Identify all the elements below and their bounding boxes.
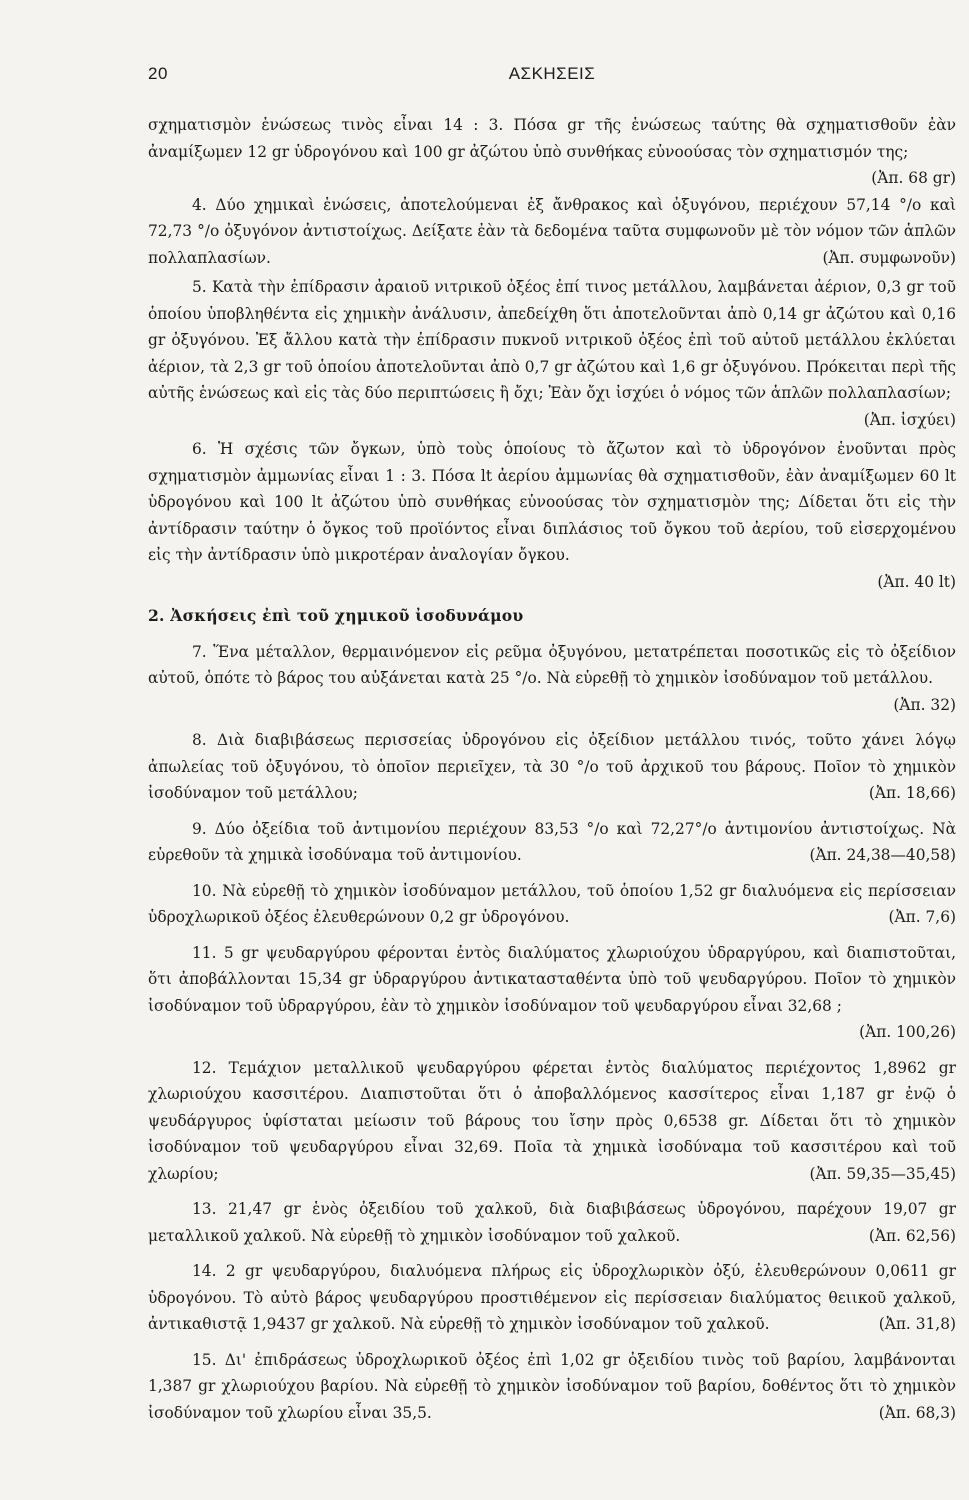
problem-text: 21,47 gr ἑνὸς ὀξειδίου τοῦ χαλκοῦ, διὰ διαβιβάσεως ὑδρογόνου, παρέχουν 19,07 gr μεταλλικοῦ χαλκοῦ. Νὰ εὑρεθῇ τὸ χημικὸν ἰσοδύναμον τοῦ χαλκοῦ. (148, 1200, 956, 1245)
problem-paragraph (148, 1055, 956, 1188)
problem-paragraph (148, 639, 956, 719)
problem-number: 12. (192, 1058, 217, 1077)
problem-number: 4. (192, 195, 207, 214)
section-heading: 2. Ἀσκήσεις ἐπὶ τοῦ χημικοῦ ἰσοδυνάμου (148, 606, 524, 625)
document-page (148, 64, 956, 1426)
section-problem-list (148, 639, 956, 1427)
answer: (Ἀπ. 31,8) (878, 1315, 956, 1333)
problem-text: 2 gr ψευδαργύρου, διαλυόμενα πλήρως εἰς ὑδροχλωρικὸν ὀξύ, ἐλευθερώνουν 0,0611 gr ὑδρογόνου. Τὸ αὐτὸ βάρος ψευδαργύρου προστιθέμενον εἰς περίσσειαν διαλύματος θειικοῦ χαλκοῦ, ἀντικαθιστᾷ 1,9437 gr χαλκοῦ. Νὰ εὑρεθῇ τὸ χημικὸν ἰσοδύναμον τοῦ χαλκοῦ. (148, 1262, 956, 1333)
problem-paragraph (148, 436, 956, 569)
problem-number: 9. (192, 819, 207, 838)
problem-paragraph (148, 1258, 956, 1338)
answer: (Ἀπ. 32) (893, 695, 956, 714)
problem-text: Δύο ὀξείδια τοῦ ἀντιμονίου περιέχουν 83,53 °/ο καὶ 72,27°/ο ἀντιμονίου ἀντιστοίχως. Νὰ εὑρεθοῦν τὰ χημικὰ ἰσοδύναμα τοῦ ἀντιμονίου. (148, 819, 956, 864)
problem-number: 8. (192, 731, 207, 749)
problem-text: Δι' ἐπιδράσεως ὑδροχλωρικοῦ ὀξέος ἐπὶ 1,02 gr ὀξειδίου τινὸς τοῦ βαρίου, λαμβάνονται 1,387 gr χλωριούχου βαρίου. Νὰ εὑρεθῇ τὸ χημικὸν ἰσοδύναμον τοῦ βαρίου, δοθέντος ὅτι τὸ χημικὸν ἰσοδύναμον τοῦ χλωρίου εἶναι 35,5. (148, 1350, 956, 1422)
problem-text: Διὰ διαβιβάσεως περισσείας ὑδρογόνου εἰς ὀξείδιον μετάλλου τινός, τοῦτο χάνει λόγῳ ἀπωλείας τοῦ ὀξυγόνου, τὸ ὁποῖον περιεῖχεν, τὰ 30 °/ο τοῦ ἀρχικοῦ του βάρους. Ποῖον τὸ χημικὸν ἰσοδύναμον τοῦ μετάλλου; (148, 731, 956, 802)
problem-number: 11. (192, 943, 217, 962)
problem-number: 6. (192, 440, 207, 458)
problem-paragraph (148, 727, 956, 807)
problem-text: Κατὰ τὴν ἐπίδρασιν ἀραιοῦ νιτρικοῦ ὀξέος ἐπί τινος μετάλλου, λαμβάνεται ἀέριον, 0,3 gr τοῦ ὁποίου ὑποβληθέντα εἰς χημικὴν ἀνάλυσιν, ἀπεδείχθη ὅτι ἀποτελοῦνται ἀπὸ 0,14 gr ἀζώτου καὶ 0,16 gr ὀξυγόνου. Ἐξ ἄλλου κατὰ τὴν ἐπίδρασιν πυκνοῦ νιτρικοῦ ὀξέος ἐπὶ τοῦ αὐτοῦ μετάλλου ἐκλύεται ἀέριον, τὰ 2,3 gr τοῦ ὁποίου ἀποτελοῦνται ἀπὸ 0,7 gr ἀζώτου καὶ 1,6 gr ὀξυγόνου. Πρόκειται περὶ τῆς αὐτῆς ἑνώσεως καὶ εἰς τὰς δύο περιπτώσεις ἢ ὄχι; Ἐὰν ὄχι ἰσχύει ὁ νόμος τῶν ἁπλῶν πολλαπλασίων; (148, 278, 956, 402)
answer: (Ἀπ. ἰσχύει) (863, 410, 956, 429)
problem-paragraph (148, 1196, 956, 1249)
answer: (Ἀπ. 40 lt) (877, 572, 956, 591)
problem-text: Ἡ σχέσις τῶν ὄγκων, ὑπὸ τοὺς ὁποίους τὸ ἄζωτον καὶ τὸ ὑδρογόνον ἑνοῦνται πρὸς σχηματισμὸν ἀμμωνίας εἶναι 1 : 3. Πόσα lt ἀερίου ἀμμωνίας θὰ σχηματισθοῦν, ἐὰν ἀναμίξωμεν 60 lt ὑδρογόνου καὶ 100 lt ἀζώτου ὑπὸ συνθήκας εὐνοούσας τὸν σχηματισμὸν της; Δίδεται ὅτι εἰς τὴν ἀντίδρασιν ταύτην ὁ ὄγκος τοῦ προϊόντος εἶναι διπλάσιος τοῦ ὄγκου τοῦ ἀερίου, τοῦ εἰσερχομένου εἰς τὴν ἀντίδρασιν ὑπὸ μικροτέραν ἀναλογίαν ὄγκου. (148, 440, 956, 564)
running-title: ΑΣΚΗΣΕΙΣ (508, 64, 596, 83)
problem-number: 14. (192, 1262, 217, 1280)
document-body (148, 112, 956, 1426)
problem-number: 13. (192, 1200, 217, 1218)
problem-paragraph (148, 940, 956, 1046)
answer: (Ἀπ. 18,66) (868, 784, 956, 802)
answer: (Ἀπ. 24,38—40,58) (809, 846, 956, 864)
problem-number: 10. (192, 881, 217, 900)
page-number: 20 (148, 64, 168, 83)
problem-paragraph (148, 878, 956, 931)
problem-paragraph (148, 816, 956, 869)
answer: (Ἀπ. 100,26) (859, 1023, 956, 1041)
continuation-text: σχηματισμὸν ἑνώσεως τινὸς εἶναι 14 : 3. Πόσα gr τῆς ἑνώσεως ταύτης θὰ σχηματισθοῦν ἐὰν ἀναμίξωμεν 12 gr ὑδρογόνου καὶ 100 gr ἀζώτου ὑπὸ συνθήκας εὐνοούσας τὸν σχηματισμόν της; (148, 116, 956, 161)
answer: (Ἀπ. 59,35—35,45) (809, 1164, 956, 1183)
problem-text: Νὰ εὑρεθῇ τὸ χημικὸν ἰσοδύναμον μετάλλου, τοῦ ὁποίου 1,52 gr διαλυόμενα εἰς περίσσειαν ὑδροχλωρικοῦ ὀξέος ἐλευθερώνουν 0,2 gr ὑδρογόνου. (148, 881, 956, 926)
page-header (148, 64, 956, 94)
answer: (Ἀπ. 62,56) (868, 1226, 956, 1245)
problem-text: Τεμάχιον μεταλλικοῦ ψευδαργύρου φέρεται ἐντὸς διαλύματος περιέχοντος 1,8962 gr χλωριούχου κασσιτέρου. Διαπιστοῦται ὅτι ὁ ἀποβαλλόμενος κασσίτερος εἶναι 1,187 gr ἐνῷ ὁ ψευδάργυρος ὑφίσταται μείωσιν τοῦ βάρους του ἴσην πρὸς 0,6538 gr. Δίδεται ὅτι τὸ χημικὸν ἰσοδύναμον τοῦ ψευδαργύρου εἶναι 32,69. Ποῖα τὰ χημικὰ ἰσοδύναμα τοῦ κασσιτέρου καὶ τοῦ χλωρίου; (148, 1058, 956, 1183)
problem-paragraph (148, 1347, 956, 1427)
problem-list (148, 192, 956, 596)
problem-number: 5. (192, 278, 207, 296)
answer: (Ἀπ. 68 gr) (871, 169, 956, 187)
answer: (Ἀπ. 7,6) (888, 908, 956, 926)
answer: (Ἀπ. συμφωνοῦν) (822, 248, 956, 267)
problem-number: 7. (192, 642, 207, 661)
problem-paragraph (148, 274, 956, 433)
problem-number: 15. (192, 1350, 217, 1369)
answer: (Ἀπ. 68,3) (878, 1403, 956, 1422)
problem-paragraph (148, 192, 956, 272)
problem-text: Ἕνα μέταλλον, θερμαινόμενον εἰς ρεῦμα ὀξυγόνου, μετατρέπεται ποσοτικῶς εἰς τὸ ὀξείδιον αὐτοῦ, ὁπότε τὸ βάρος του αὐξάνεται κατὰ 25 °/ο. Νὰ εὑρεθῇ τὸ χημικὸν ἰσοδύναμον τοῦ μετάλλου. (148, 642, 956, 687)
problem-text: 5 gr ψευδαργύρου φέρονται ἐντὸς διαλύματος χλωριούχου ὑδραργύρου, καὶ διαπιστοῦται, ὅτι ἀποβάλλονται 15,34 gr ὑδραργύρου ἀντικατασταθέντα ὑπὸ τοῦ ψευδαργύρου. Ποῖον τὸ χημικὸν ἰσοδύναμον τοῦ ὑδραργύρου, ἐὰν τὸ χημικὸν ἰσοδύναμον τοῦ ψευδαργύρου εἶναι 32,68 ; (148, 943, 956, 1015)
continuation-paragraph (148, 112, 956, 192)
problem-text: Δύο χημικαὶ ἑνώσεις, ἀποτελούμεναι ἐξ ἄνθρακος καὶ ὀξυγόνου, περιέχουν 57,14 °/ο καὶ 72,73 °/ο ὀξυγόνον ἀντιστοίχως. Δείξατε ἐὰν τὰ δεδομένα ταῦτα συμφωνοῦν μὲ τὸν νόμον τῶν ἁπλῶν πολλαπλασίων. (148, 195, 956, 267)
